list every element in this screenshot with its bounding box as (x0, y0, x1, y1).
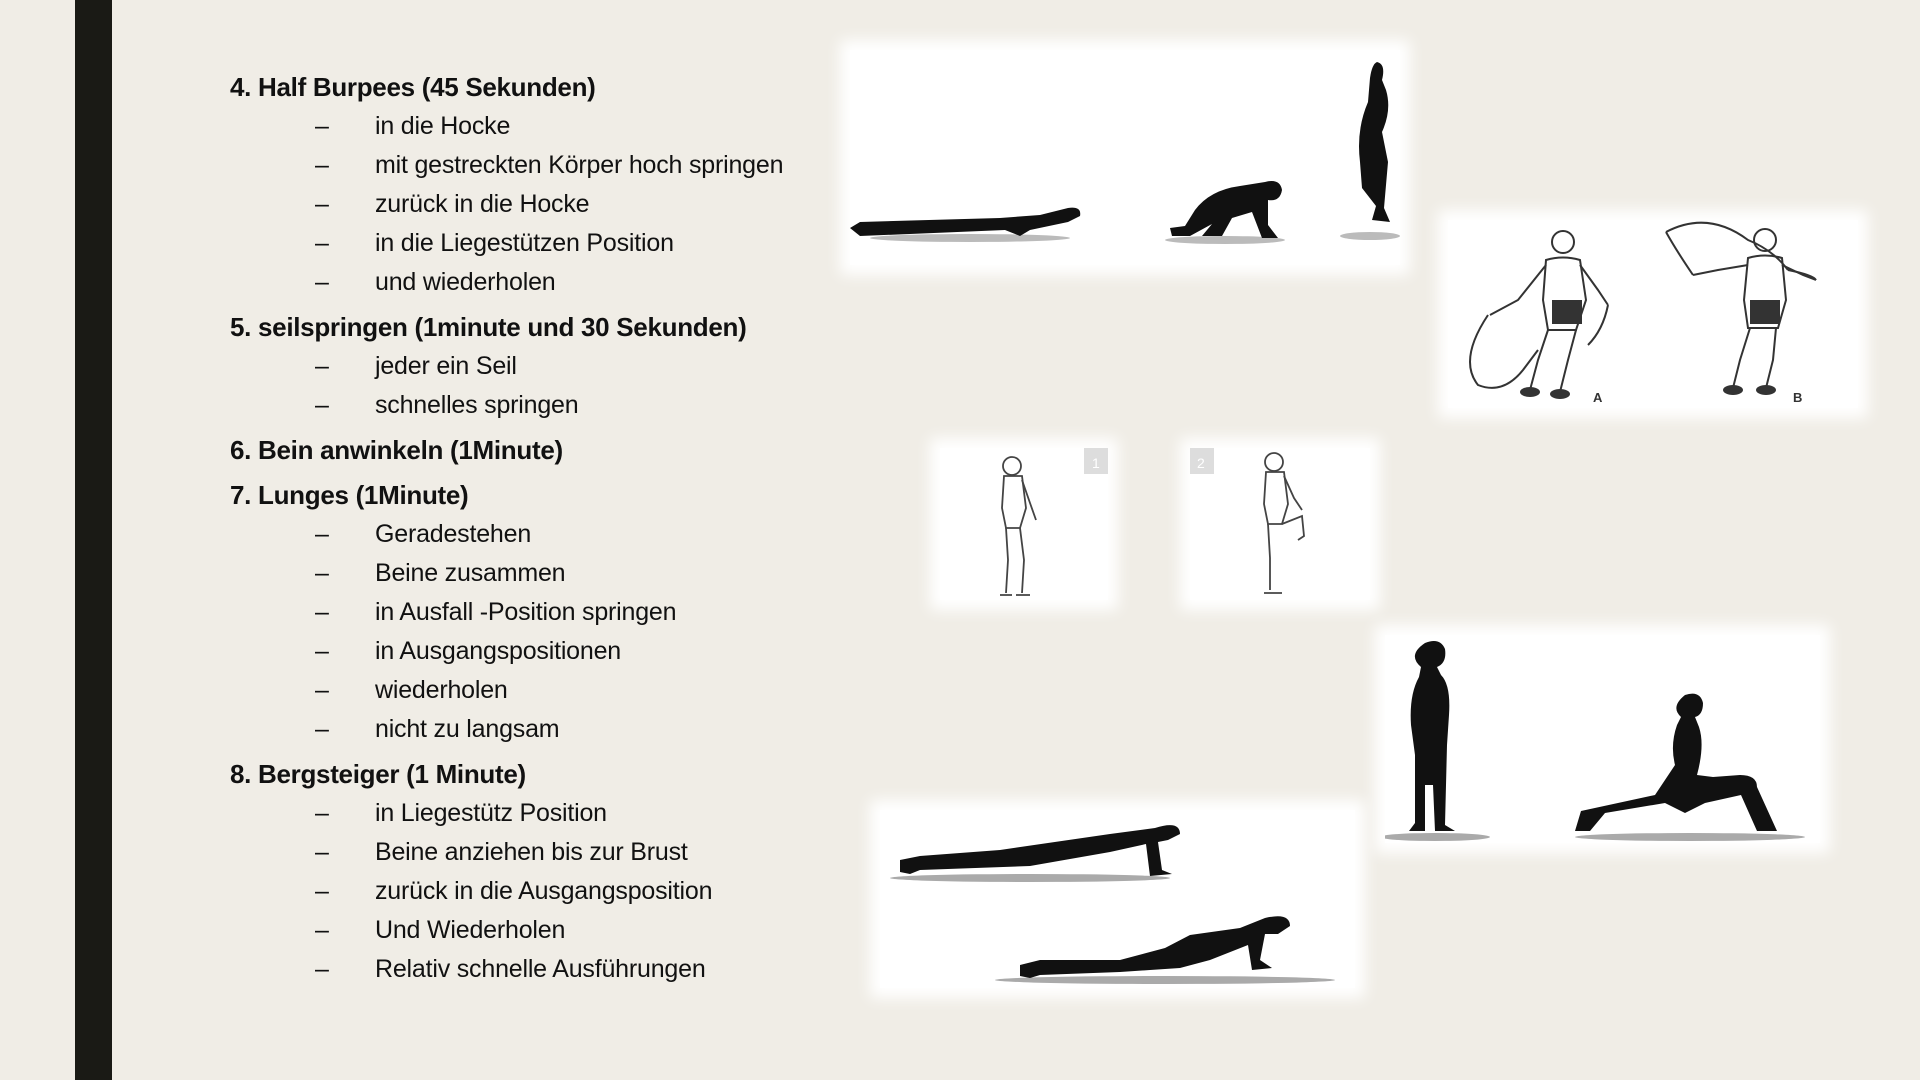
leg-bend-drawing-1 (940, 448, 1108, 600)
bullet-list (230, 515, 850, 749)
list-item-text: Geradestehen (375, 520, 532, 548)
list-item (230, 911, 850, 950)
dash-marker: – (315, 676, 329, 704)
dash-marker: – (315, 715, 329, 743)
list-item-text: nicht zu langsam (375, 715, 560, 743)
jump-rope-drawing (1448, 220, 1858, 408)
list-item (230, 386, 850, 425)
dash-marker: – (315, 190, 329, 218)
list-item-text: Und Wiederholen (375, 916, 566, 944)
mountain-climber-silhouettes-image (880, 810, 1355, 988)
dash-marker: – (315, 229, 329, 257)
list-item (230, 185, 850, 224)
list-item-text: zurück in die Hocke (375, 190, 590, 218)
list-item-text: schnelles springen (375, 391, 579, 419)
leg-bend-illustration-2 (1190, 448, 1370, 600)
dash-marker: – (315, 151, 329, 179)
list-item-text: in Liegestütz Position (375, 799, 607, 827)
list-item (230, 515, 850, 554)
rope-label-b: B (1793, 390, 1803, 405)
list-item (230, 872, 850, 911)
dash-marker: – (315, 955, 329, 983)
dash-marker: – (315, 598, 329, 626)
list-item (230, 632, 850, 671)
bullet-list (230, 794, 850, 989)
burpee-silhouettes-image (850, 50, 1400, 265)
list-item (230, 347, 850, 386)
list-item-text: wiederholen (375, 676, 508, 704)
dash-marker: – (315, 520, 329, 548)
list-item (230, 794, 850, 833)
list-item (230, 833, 850, 872)
section-seilspringen (230, 308, 850, 425)
dash-marker: – (315, 268, 329, 296)
lunge-silhouettes-image (1385, 635, 1820, 843)
list-item (230, 224, 850, 263)
section-heading: 5. seilspringen (1minute und 30 Sekunden) (230, 312, 747, 342)
left-accent-bar (75, 0, 112, 1080)
dash-marker: – (315, 637, 329, 665)
list-item-text: in Ausgangspositionen (375, 637, 621, 665)
jump-rope-illustration (1448, 220, 1858, 408)
dash-marker: – (315, 391, 329, 419)
list-item (230, 146, 850, 185)
section-half-burpees (230, 68, 850, 302)
half-burpees-illustration (850, 50, 1400, 265)
section-heading: 8. Bergsteiger (1 Minute) (230, 759, 526, 789)
leg-bend-drawing-2 (1190, 448, 1370, 600)
lunges-illustration (1385, 635, 1820, 843)
leg-bend-illustration-1 (940, 448, 1108, 600)
list-item-text: und wiederholen (375, 268, 556, 296)
dash-marker: – (315, 916, 329, 944)
list-item-text: zurück in die Ausgangsposition (375, 877, 713, 905)
list-item-text: jeder ein Seil (375, 352, 517, 380)
dash-marker: – (315, 838, 329, 866)
rope-label-a: A (1593, 390, 1603, 405)
section-heading: 7. Lunges (1Minute) (230, 480, 469, 510)
bullet-list (230, 107, 850, 302)
list-item-text: Beine anziehen bis zur Brust (375, 838, 688, 866)
list-item-text: mit gestreckten Körper hoch springen (375, 151, 784, 179)
section-bergsteiger (230, 755, 850, 989)
mountain-climber-illustration (880, 810, 1355, 988)
bullet-list (230, 347, 850, 425)
list-item (230, 593, 850, 632)
figure-number-2: 2 (1197, 455, 1205, 471)
section-lunges (230, 476, 850, 749)
section-heading: 6. Bein anwinkeln (1Minute) (230, 435, 563, 465)
section-heading: 4. Half Burpees (45 Sekunden) (230, 72, 596, 102)
list-item-text: in die Hocke (375, 112, 511, 140)
list-item-text: Beine zusammen (375, 559, 566, 587)
figure-number-1: 1 (1092, 455, 1100, 471)
list-item (230, 107, 850, 146)
list-item-text: in Ausfall -Position springen (375, 598, 677, 626)
dash-marker: – (315, 559, 329, 587)
dash-marker: – (315, 352, 329, 380)
list-item (230, 671, 850, 710)
dash-marker: – (315, 799, 329, 827)
list-item (230, 950, 850, 989)
list-item (230, 263, 850, 302)
list-item-text: Relativ schnelle Ausführungen (375, 955, 706, 983)
exercise-list (230, 68, 850, 995)
dash-marker: – (315, 112, 329, 140)
list-item (230, 554, 850, 593)
dash-marker: – (315, 877, 329, 905)
section-bein-anwinkeln (230, 431, 850, 470)
list-item-text: in die Liegestützen Position (375, 229, 674, 257)
list-item (230, 710, 850, 749)
